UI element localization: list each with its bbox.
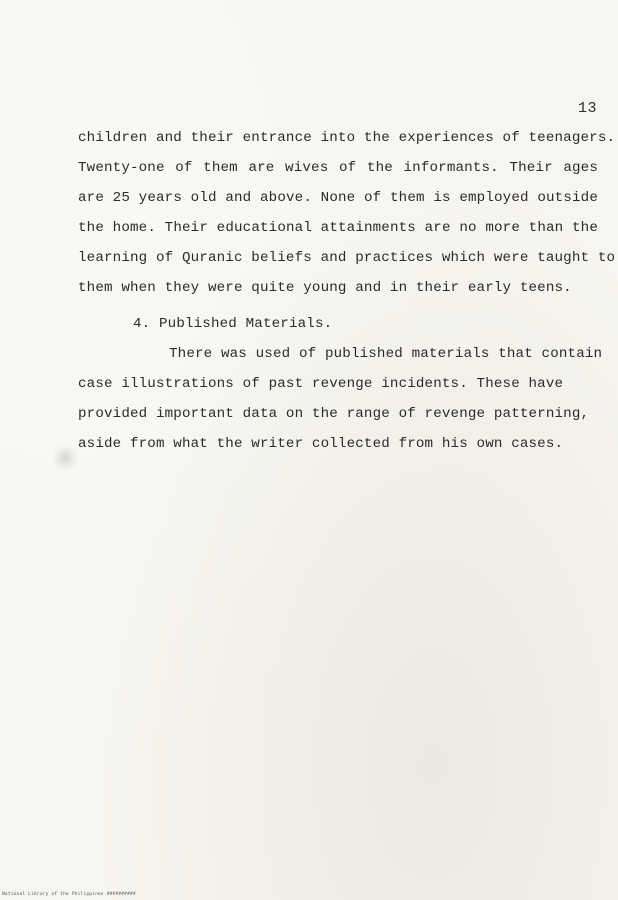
text-line: are 25 years old and above. None of them is employed outside <box>78 190 598 206</box>
text-line: learning of Quranic beliefs and practices which were taught to <box>78 250 616 266</box>
text-line: There was used of published materials that contain <box>169 346 603 362</box>
text-line: Twenty-one of them are wives of the informants. Their ages <box>78 160 598 176</box>
archive-footer: National Library of the Philippines ########## <box>2 892 136 897</box>
text-line: provided important data on the range of revenge patterning, <box>78 406 590 422</box>
text-line: aside from what the writer collected from his own cases. <box>78 436 564 452</box>
section-heading: 4. Published Materials. <box>133 316 333 332</box>
text-line: the home. Their educational attainments are no more than the <box>78 220 598 236</box>
text-line: children and their entrance into the experiences of teenagers. <box>78 130 616 146</box>
text-line: case illustrations of past revenge incidents. These have <box>78 376 564 392</box>
ink-smudge <box>52 444 78 472</box>
text-line: them when they were quite young and in their early teens. <box>78 280 572 296</box>
page-number: 13 <box>578 100 598 117</box>
